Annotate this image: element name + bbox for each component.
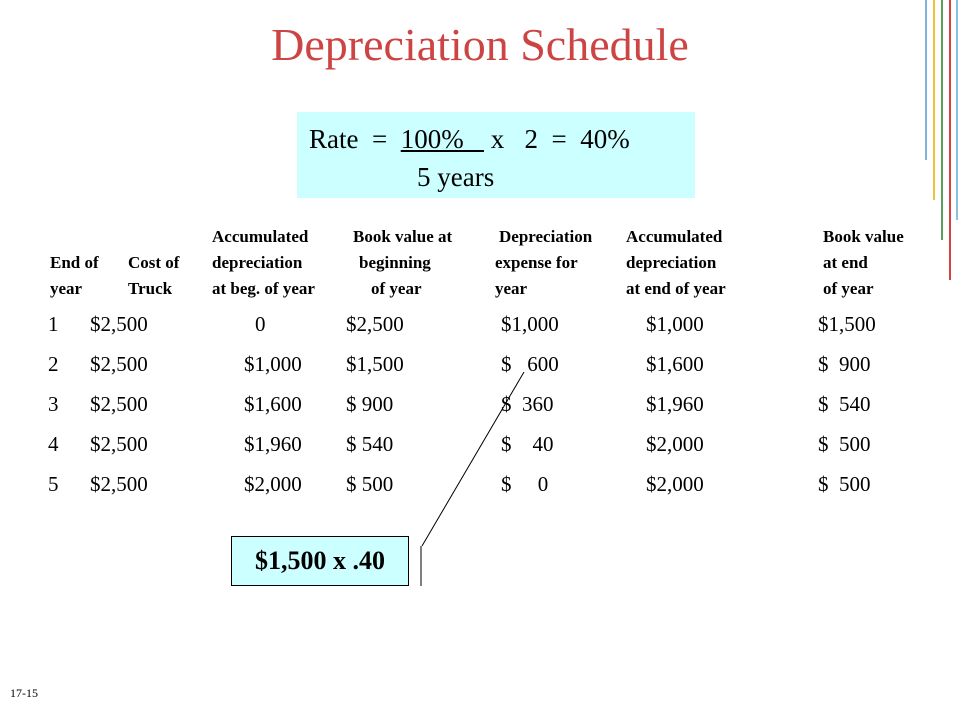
calculation-callout: $1,500 x .40	[231, 536, 409, 586]
table-cell: 5	[48, 472, 59, 496]
rate-denominator: 5 years	[417, 162, 495, 192]
table-cell: $ 600	[501, 352, 559, 376]
column-header: year	[50, 279, 83, 298]
table-cell: $1,960	[244, 432, 302, 456]
table-cell: $2,500	[90, 432, 148, 456]
rate-suffix: x 2 = 40%	[483, 124, 630, 154]
table-cell: $ 500	[818, 472, 871, 496]
column-header: Accumulated	[626, 227, 723, 246]
column-header: Depreciation	[499, 227, 593, 246]
rate-prefix: Rate =	[309, 124, 401, 154]
column-header: of year	[823, 279, 874, 298]
table-cell: $2,500	[90, 312, 148, 336]
column-header: beginning	[359, 253, 431, 272]
table-cell: $2,500	[90, 352, 148, 376]
rate-numerator: 100%	[400, 124, 484, 154]
table-cell: $ 540	[346, 432, 394, 456]
table-cell: $1,000	[501, 312, 559, 336]
table-cell: $1,000	[244, 352, 302, 376]
table-cell: $1,600	[646, 352, 704, 376]
column-header: End of	[50, 253, 99, 272]
table-cell: $2,000	[244, 472, 302, 496]
table-cell: $ 40	[501, 432, 554, 456]
table-cell: $2,000	[646, 432, 704, 456]
table-cell: 4	[48, 432, 59, 456]
slide-title: Depreciation Schedule	[271, 19, 689, 70]
table-cell: $ 900	[346, 392, 394, 416]
decorative-lines	[920, 0, 960, 300]
table-cell: 2	[48, 352, 59, 376]
table-cell: $1,500	[346, 352, 404, 376]
column-header: of year	[371, 279, 422, 298]
table-cell: 0	[255, 312, 266, 336]
table-cell: $ 500	[818, 432, 871, 456]
table-cell: $ 360	[501, 392, 554, 416]
column-header: depreciation	[626, 253, 717, 272]
column-header: at end of year	[626, 279, 726, 298]
column-header: Book value	[823, 227, 904, 246]
column-header: at beg. of year	[212, 279, 315, 298]
table-cell: $ 540	[818, 392, 871, 416]
table-cell: $1,000	[646, 312, 704, 336]
column-header: Cost of	[128, 253, 180, 272]
table-cell: $1,500	[818, 312, 876, 336]
pointer-line	[422, 372, 524, 546]
column-header: Truck	[128, 279, 173, 298]
table-cell: $2,500	[90, 472, 148, 496]
table-cell: $2,000	[646, 472, 704, 496]
table-cell: $ 0	[501, 472, 549, 496]
column-header: Accumulated	[212, 227, 309, 246]
column-header: expense for	[495, 253, 578, 272]
table-cell: $ 900	[818, 352, 871, 376]
table-cell: $1,600	[244, 392, 302, 416]
slide-number: 17-15	[10, 686, 38, 700]
column-header: year	[495, 279, 528, 298]
column-header: depreciation	[212, 253, 303, 272]
table-cell: $2,500	[346, 312, 404, 336]
table-cell: 3	[48, 392, 59, 416]
table-cell: $1,960	[646, 392, 704, 416]
table-cell: $ 500	[346, 472, 394, 496]
column-header: at end	[823, 253, 868, 272]
table-cell: 1	[48, 312, 59, 336]
table-cell: $2,500	[90, 392, 148, 416]
column-header: Book value at	[353, 227, 453, 246]
